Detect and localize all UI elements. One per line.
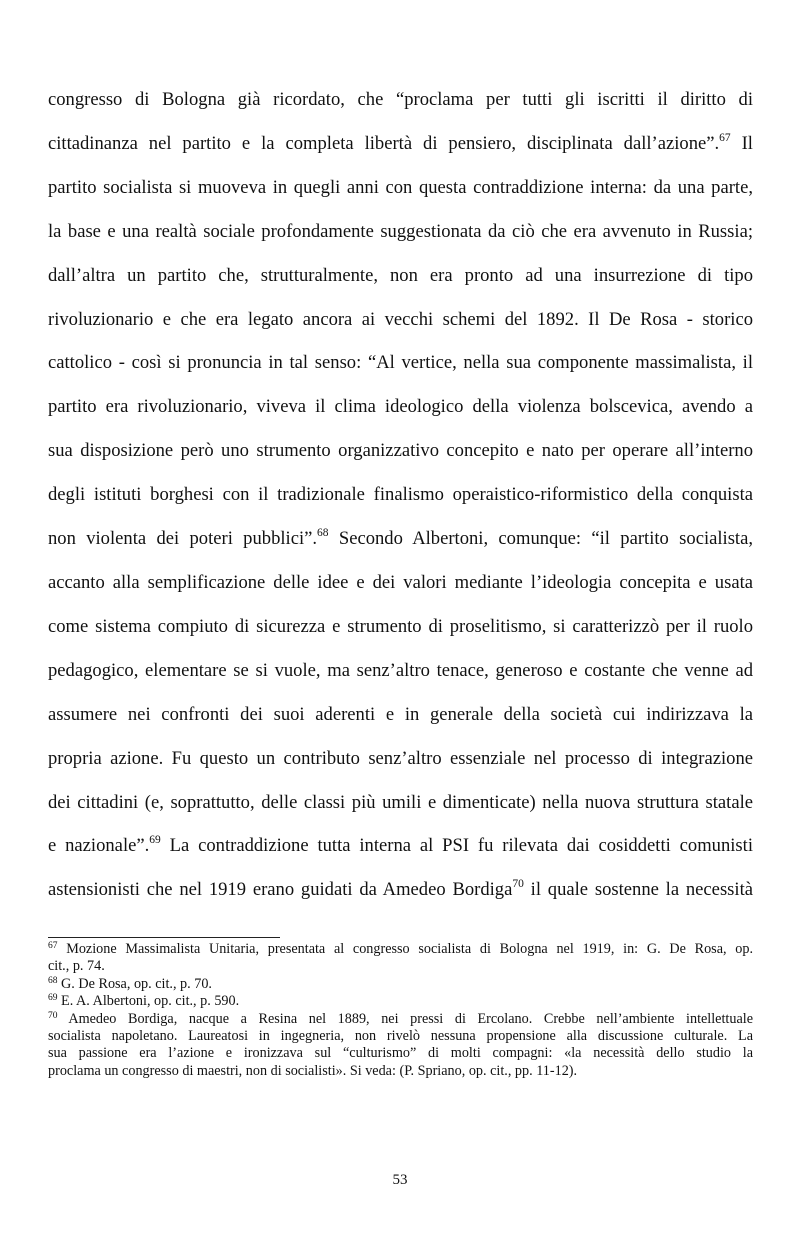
footnote [48, 993, 753, 1010]
footnote-number: 67 [48, 941, 58, 951]
body-line [48, 429, 753, 473]
footnote-line [48, 1045, 753, 1062]
body-line [48, 298, 753, 342]
footnote-reference: 70 [512, 878, 524, 891]
body-line [48, 737, 753, 781]
body-line [48, 693, 753, 737]
body-line [48, 649, 753, 693]
body-line [48, 824, 753, 868]
footnote-text: proclama un congresso di maestri, non di socialisti». Si veda: (P. Spriano, op. cit., pp. 11-12). [48, 1062, 578, 1079]
body-text-segment: il quale sostenne la necessità [523, 879, 753, 901]
footnotes [48, 941, 753, 1080]
body-line [48, 781, 753, 825]
body-text-segment: cattolico - così si pronuncia in tal senso: “Al vertice, nella sua componente massimalista, il [48, 352, 753, 374]
footnote-reference: 69 [149, 834, 161, 847]
body-text-segment: propria azione. Fu questo un contributo senz’altro essenziale nel processo di integrazione [48, 747, 753, 769]
footnote-line [48, 1063, 753, 1080]
body-text-segment: dei cittadini (e, soprattutto, delle classi più umili e dimenticate) nella nuova struttura statale [48, 791, 753, 813]
body-line [48, 78, 753, 122]
body-line [48, 385, 753, 429]
body-text-segment: dall’altra un partito che, strutturalmente, non era pronto ad una insurrezione di tipo [48, 264, 753, 286]
body-text-segment: rivoluzionario e che era legato ancora ai vecchi schemi del 1892. Il De Rosa - storico [48, 308, 753, 330]
footnote-text: Amedeo Bordiga, nacque a Resina nel 1889, nei pressi di Ercolano. Crebbe nell’ambiente intellettuale [57, 1010, 753, 1027]
body-text-segment: e nazionale”. [48, 835, 150, 857]
footnote-number: 70 [48, 1010, 58, 1021]
body-line [48, 254, 753, 298]
footnote-text: E. A. Albertoni, op. cit., p. 590. [57, 993, 240, 1010]
footnote-line [48, 1011, 753, 1028]
body-text-segment: come sistema compiuto di sicurezza e strumento di proselitismo, si caratterizzò per il ruolo [48, 615, 753, 637]
footnote-text: cit., p. 74. [48, 958, 105, 975]
body-text-segment: assumere nei confronti dei suoi aderenti e in generale della società cui indirizzava la [48, 703, 753, 725]
body-text-segment: Secondo Albertoni, comunque: “il partito socialista, [328, 528, 753, 550]
body-line [48, 561, 753, 605]
body-text-segment: accanto alla semplificazione delle idee e dei valori mediante l’ideologia concepita e usata [48, 571, 753, 593]
body-line [48, 517, 753, 561]
footnote-text: G. De Rosa, op. cit., p. 70. [57, 975, 212, 992]
body-line [48, 122, 753, 166]
footnote-number: 68 [48, 975, 58, 986]
footnote-separator [48, 937, 280, 938]
body-text-segment: congresso di Bologna già ricordato, che “proclama per tutti gli iscritti il diritto di [48, 89, 753, 110]
body-line [48, 341, 753, 385]
page-number: 53 [392, 1172, 408, 1188]
body-text-segment: cittadinanza nel partito e la completa libertà di pensiero, disciplinata dall’azione”. [48, 132, 720, 154]
body-text-segment: non violenta dei poteri pubblici”. [48, 528, 318, 550]
body-text-segment: partito socialista si muoveva in quegli anni con questa contraddizione interna: da una parte, [48, 176, 753, 198]
body-text-segment: degli istituti borghesi con il tradizionale finalismo operaistico-riformistico della conquista [48, 484, 753, 506]
body-text-segment: la base e una realtà sociale profondamente suggestionata da ciò che era avvenuto in Russia; [48, 220, 753, 242]
body-text-segment: La contraddizione tutta interna al PSI fu rilevata dai cosiddetti comunisti [160, 835, 753, 857]
body-line [48, 210, 753, 254]
footnote-line [48, 941, 753, 958]
body-text-segment: pedagogico, elementare se si vuole, ma senz’altro tenace, generoso e costante che venne ad [48, 659, 753, 681]
footnote-text: sua passione era l’azione e ironizzava sul “culturismo” di molti compagni: «la necessità dello studio la [48, 1045, 753, 1062]
body-paragraph [48, 78, 753, 912]
footnote [48, 1011, 753, 1081]
body-line [48, 166, 753, 210]
footnote-line [48, 958, 753, 975]
footnote [48, 976, 753, 993]
body-line [48, 605, 753, 649]
footnote-reference: 67 [719, 131, 731, 144]
footnote-text: Mozione Massimalista Unitaria, presentata al congresso socialista di Bologna nel 1919, in: G. De Rosa, op. [57, 941, 753, 957]
body-line [48, 868, 753, 912]
body-text-segment: partito era rivoluzionario, viveva il clima ideologico della violenza bolscevica, avendo a [48, 396, 753, 418]
footnote-line [48, 1028, 753, 1045]
footnote-reference: 68 [317, 527, 329, 540]
body-line [48, 473, 753, 517]
footnote-line [48, 993, 753, 1010]
body-text-segment: Il [730, 132, 753, 154]
body-text-segment: astensionisti che nel 1919 erano guidati da Amedeo Bordiga [48, 879, 513, 901]
footnote [48, 941, 753, 976]
footnote-line [48, 976, 753, 993]
footnote-number: 69 [48, 993, 58, 1004]
body-text-segment: sua disposizione però uno strumento organizzativo concepito e nato per operare all’interno [48, 440, 753, 462]
footnote-text: socialista napoletano. Laureatosi in ingegneria, non rivelò nessuna propensione alla discussione culturale. La [48, 1028, 753, 1045]
